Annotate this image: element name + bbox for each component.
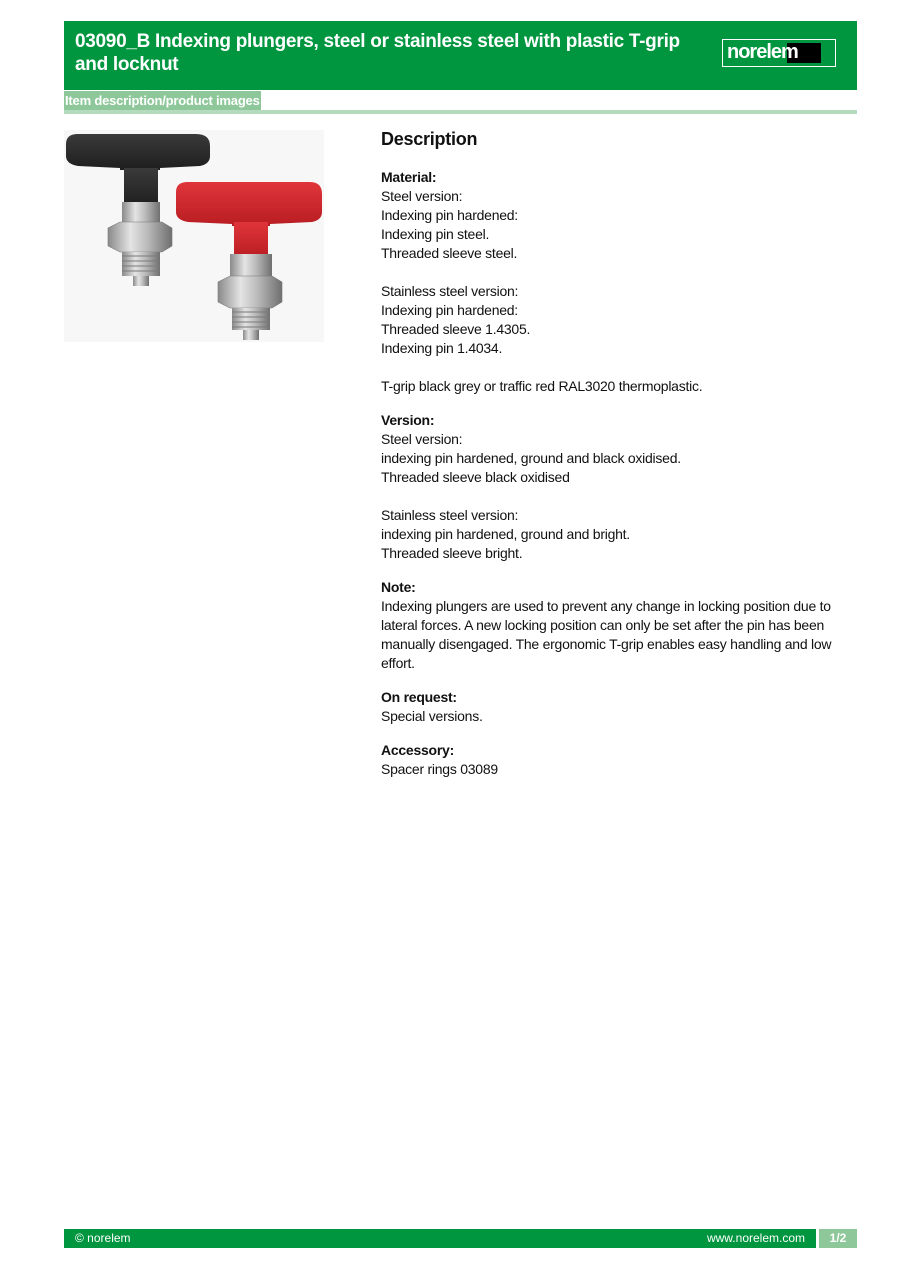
section-label: Item description/product images	[65, 93, 260, 108]
page-number: 1/2	[819, 1229, 857, 1248]
note-section	[381, 578, 851, 673]
page-footer	[64, 1229, 816, 1248]
accessory-heading: Accessory:	[381, 742, 454, 758]
material-steel-line: Threaded sleeve steel.	[381, 245, 518, 261]
version-steel-line: indexing pin hardened, ground and black oxidised.	[381, 450, 681, 466]
version-stainless-line: indexing pin hardened, ground and bright.	[381, 526, 630, 542]
on-request-heading: On request:	[381, 689, 457, 705]
section-divider	[64, 110, 857, 114]
material-steel-line: Steel version:	[381, 188, 463, 204]
description-panel	[381, 128, 851, 794]
material-stainless-line: Threaded sleeve 1.4305.	[381, 321, 531, 337]
on-request-text: Special versions.	[381, 708, 483, 724]
footer-copyright: © norelem	[75, 1231, 131, 1245]
description-title: Description	[381, 129, 478, 149]
version-stainless-line: Stainless steel version:	[381, 507, 519, 523]
material-grip-line: T-grip black grey or traffic red RAL3020 thermoplastic.	[381, 378, 703, 394]
material-heading: Material:	[381, 169, 437, 185]
logo-text: norelem	[727, 41, 798, 63]
material-steel-line: Indexing pin hardened:	[381, 207, 518, 223]
note-heading: Note:	[381, 579, 416, 595]
accessory-section	[381, 741, 851, 779]
on-request-section	[381, 688, 851, 726]
material-section	[381, 168, 851, 396]
material-stainless-line: Indexing pin 1.4034.	[381, 340, 503, 356]
page-header	[64, 21, 857, 90]
norelem-logo	[722, 39, 836, 67]
version-steel-line: Threaded sleeve black oxidised	[381, 469, 570, 485]
version-steel-line: Steel version:	[381, 431, 463, 447]
accessory-text: Spacer rings 03089	[381, 761, 498, 777]
material-stainless-line: Indexing pin hardened:	[381, 302, 518, 318]
footer-website-link[interactable]: www.norelem.com	[706, 1231, 805, 1245]
version-section	[381, 411, 851, 563]
version-heading: Version:	[381, 412, 435, 428]
material-stainless-line: Stainless steel version:	[381, 283, 519, 299]
product-image	[64, 130, 324, 342]
document-title: 03090_B Indexing plungers, steel or stainless steel with plastic T-grip and locknut	[75, 31, 680, 75]
version-stainless-line: Threaded sleeve bright.	[381, 545, 523, 561]
note-text: Indexing plungers are used to prevent any change in locking position due to lateral forces. A new locking position can only be set after the pin has been manually disengaged. The ergonomic T-grip enables easy handling and low effort.	[381, 598, 832, 671]
material-steel-line: Indexing pin steel.	[381, 226, 490, 242]
